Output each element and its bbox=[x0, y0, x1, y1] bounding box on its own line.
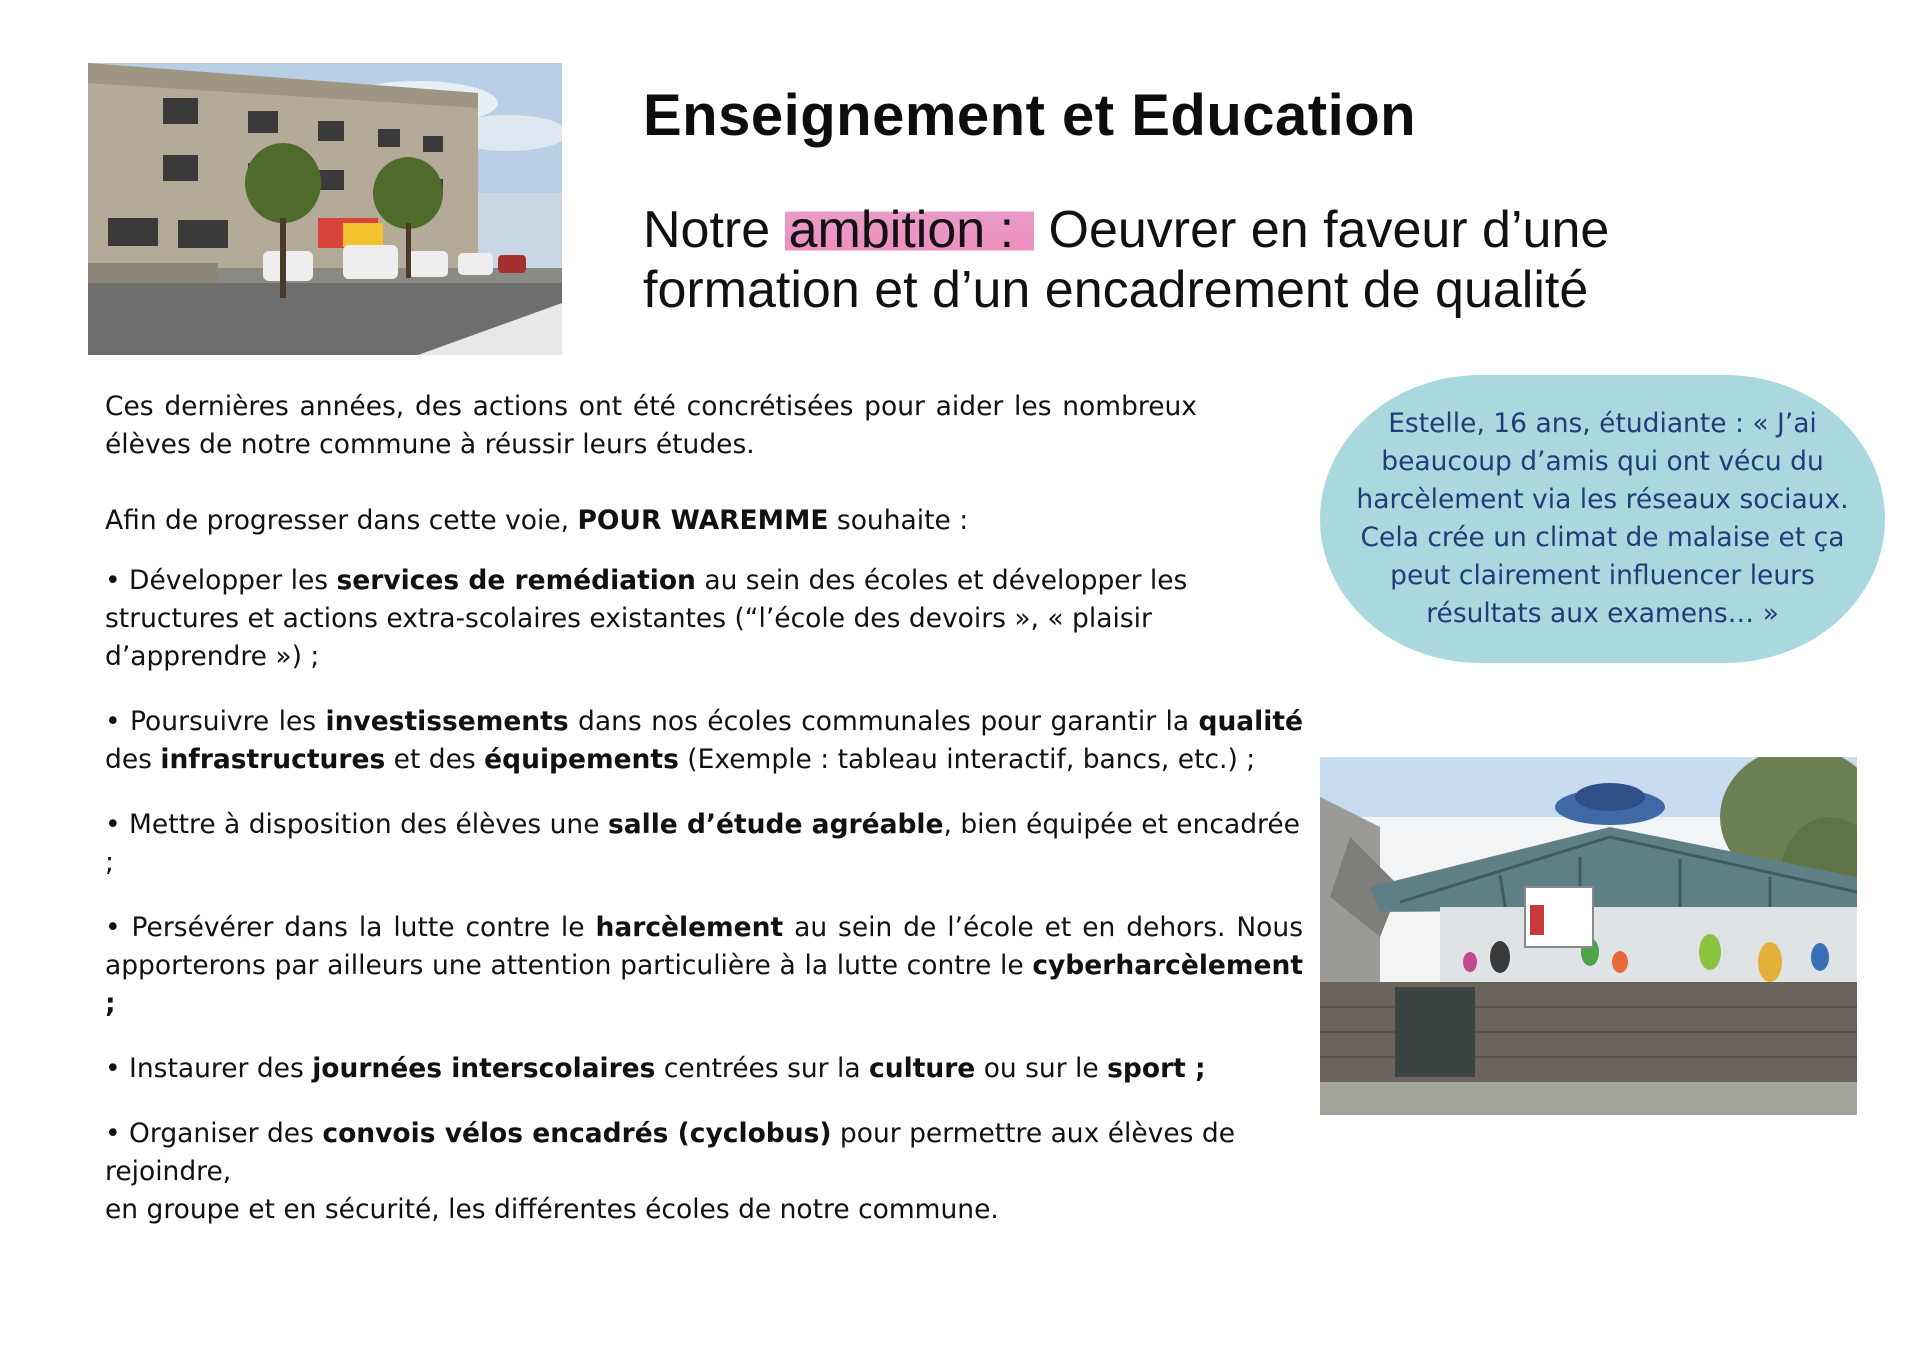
list-item-bold: culture bbox=[869, 1053, 976, 1084]
lead-paragraph bbox=[105, 502, 1303, 540]
list-item bbox=[105, 562, 1303, 676]
subtitle-highlight: ambition : bbox=[785, 201, 1034, 259]
list-item-text: • Développer les bbox=[105, 565, 337, 596]
list-item bbox=[105, 703, 1303, 779]
list-item-bold: salle d’étude agréable bbox=[607, 809, 944, 840]
list-item-text: • Instaurer des bbox=[105, 1053, 313, 1084]
lead-before: Afin de progresser dans cette voie, bbox=[105, 505, 578, 536]
list-item-bold: investissements bbox=[325, 706, 569, 737]
list-item-text: • Persévérer dans la lutte contre le bbox=[105, 912, 596, 943]
list-item-bold: journées interscolaires bbox=[312, 1053, 656, 1084]
list-item-text: ou sur le bbox=[975, 1053, 1108, 1084]
list-item-bold: cyberharcèlement ; bbox=[105, 950, 1303, 1019]
lead-after: souhaite : bbox=[828, 505, 969, 536]
list-item-text: dans nos écoles communales pour garantir la bbox=[568, 706, 1199, 737]
list-item-bold: qualité bbox=[1198, 706, 1303, 737]
list-item-text: • Poursuivre les bbox=[105, 706, 326, 737]
testimonial-quote: Estelle, 16 ans, étudiante : « J’ai beaucoup d’amis qui ont vécu du harcèlement via les réseaux sociaux. Cela crée un climat de malaise et ça peut clairement influencer leurs résultats aux examens… » bbox=[1356, 408, 1849, 629]
list-item-text: (Exemple : tableau interactif, bancs, etc.) ; bbox=[678, 744, 1256, 775]
list-item-text: et des bbox=[385, 744, 485, 775]
subtitle-prefix: Notre bbox=[643, 201, 785, 259]
list-item-text: , bien équipée et encadrée ; bbox=[105, 809, 1300, 878]
list-item-bold: convois vélos encadrés (cyclobus) bbox=[322, 1118, 832, 1149]
school-building-photo bbox=[88, 63, 562, 355]
list-item bbox=[105, 1050, 1303, 1088]
lead-party-name: POUR WAREMME bbox=[577, 505, 829, 536]
program-text bbox=[105, 388, 1303, 1229]
list-item-text: des bbox=[105, 744, 161, 775]
list-item bbox=[105, 806, 1303, 882]
list-item-bold: infrastructures bbox=[160, 744, 386, 775]
list-item-text: • Mettre à disposition des élèves une bbox=[105, 809, 608, 840]
list-item bbox=[105, 909, 1303, 1023]
testimonial-bubble bbox=[1320, 375, 1885, 663]
list-item-bold: sport ; bbox=[1107, 1053, 1206, 1084]
list-item bbox=[105, 1115, 1303, 1229]
subtitle-rest: Oeuvrer en faveur d’une formation et d’un encadrement de qualité bbox=[643, 201, 1610, 319]
intro-paragraph: Ces dernières années, des actions ont été concrétisées pour aider les nombreux élèves de notre commune à réussir leurs études. bbox=[105, 391, 1197, 460]
list-item-bold: équipements bbox=[484, 744, 679, 775]
list-item-text: centrées sur la bbox=[655, 1053, 870, 1084]
list-item-bold: services de remédiation bbox=[336, 565, 696, 596]
list-item-text: pour permettre aux élèves de rejoindre, bbox=[105, 1118, 1236, 1187]
list-item-text: • Organiser des bbox=[105, 1118, 323, 1149]
list-item-text: au sein des écoles et développer les bbox=[695, 565, 1188, 596]
list-item-text: en groupe et en sécurité, les différentes écoles de notre commune. bbox=[105, 1194, 999, 1225]
list-item-text: structures et actions extra-scolaires existantes (“l’école des devoirs », « plaisir d’apprendre ») ; bbox=[105, 603, 1152, 672]
page-title: Enseignement et Education bbox=[643, 83, 1417, 148]
list-item-bold: harcèlement bbox=[595, 912, 784, 943]
list-item-text: au sein de l’école et en dehors. Nous apporterons par ailleurs une attention particulière à la lutte contre le bbox=[105, 912, 1303, 981]
ambition-subtitle bbox=[643, 200, 1723, 320]
school-pavilion-photo bbox=[1320, 757, 1857, 1115]
